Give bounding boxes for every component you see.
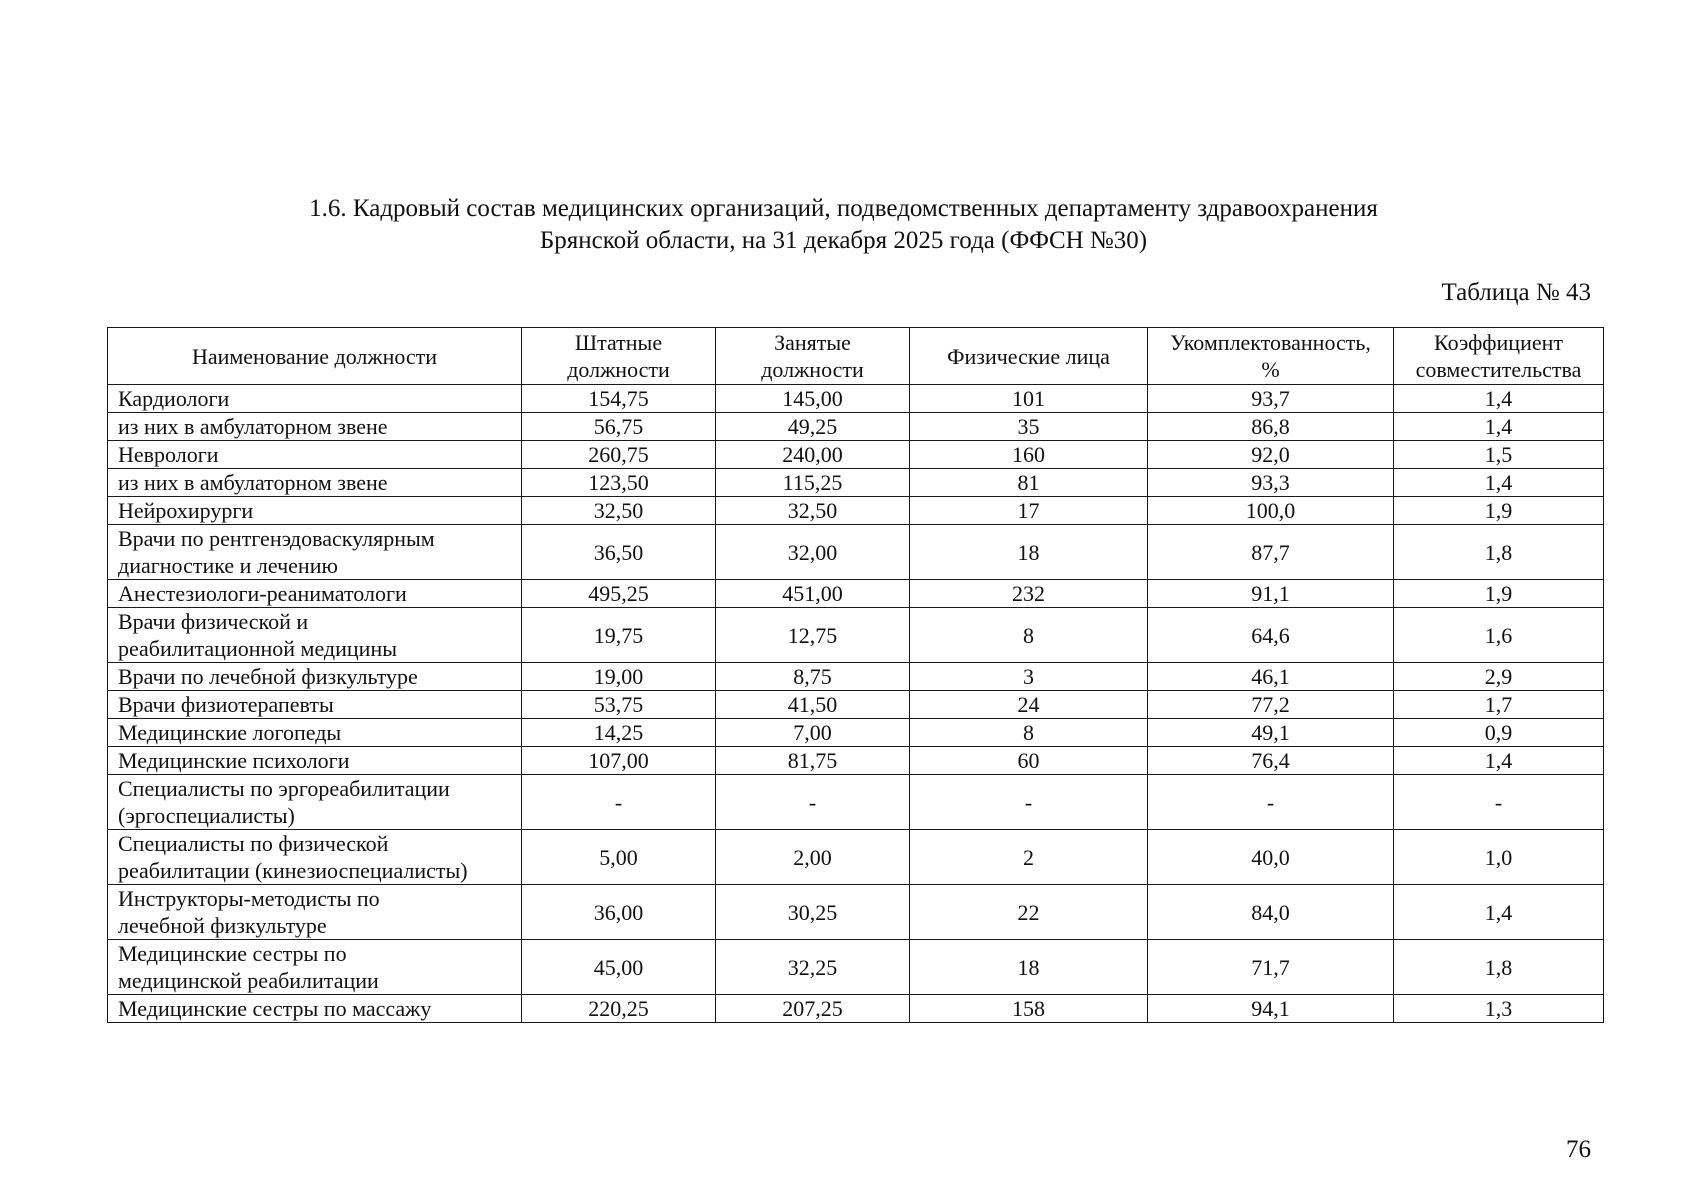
position-name-line2: реабилитации (кинезиоспециалисты) <box>118 858 468 883</box>
header-cell-line1: Физические лица <box>947 343 1110 369</box>
header-part-time-coefficient <box>1394 328 1604 385</box>
cell-physical-persons: 160 <box>910 441 1148 469</box>
cell-position-name <box>108 497 522 525</box>
cell-position-name <box>108 525 522 580</box>
position-name-line1: Медицинские психологи <box>118 748 350 773</box>
header-cell-line2: совместительства <box>1415 357 1582 382</box>
cell-part-time-coefficient: 1,9 <box>1394 580 1604 608</box>
cell-staffing-percent: 76,4 <box>1148 747 1394 775</box>
cell-part-time-coefficient: 1,7 <box>1394 691 1604 719</box>
cell-position-name <box>108 608 522 663</box>
cell-occupied-positions: 32,00 <box>716 525 910 580</box>
cell-position-name <box>108 580 522 608</box>
table-row <box>108 747 1604 775</box>
cell-physical-persons: - <box>910 775 1148 830</box>
position-name-line1: Медицинские сестры по <box>118 941 347 966</box>
cell-position-name <box>108 775 522 830</box>
header-cell-line1: Укомплектованность, <box>1170 330 1371 355</box>
cell-staffing-percent: 87,7 <box>1148 525 1394 580</box>
table-row <box>108 497 1604 525</box>
table-row <box>108 830 1604 885</box>
cell-physical-persons: 81 <box>910 469 1148 497</box>
position-name-line1: Специалисты по физической <box>118 831 389 856</box>
cell-position-name <box>108 441 522 469</box>
cell-position-name <box>108 830 522 885</box>
cell-staff-positions: 36,50 <box>522 525 716 580</box>
position-name-line1: Нейрохирурги <box>118 498 254 523</box>
position-name-line1: Врачи физической и <box>118 609 309 634</box>
table-header-row <box>108 328 1604 385</box>
cell-physical-persons: 101 <box>910 385 1148 413</box>
cell-part-time-coefficient: - <box>1394 775 1604 830</box>
cell-physical-persons: 18 <box>910 940 1148 995</box>
header-occupied-positions <box>716 328 910 385</box>
cell-part-time-coefficient: 1,8 <box>1394 940 1604 995</box>
position-name-line1: Врачи физиотерапевты <box>118 692 334 717</box>
cell-position-name <box>108 719 522 747</box>
cell-occupied-positions: 2,00 <box>716 830 910 885</box>
cell-staff-positions: 56,75 <box>522 413 716 441</box>
cell-staff-positions: 19,75 <box>522 608 716 663</box>
position-name-line1: Анестезиологи-реаниматологи <box>118 581 407 606</box>
cell-staff-positions: 123,50 <box>522 469 716 497</box>
table-row <box>108 385 1604 413</box>
cell-part-time-coefficient: 1,4 <box>1394 413 1604 441</box>
cell-physical-persons: 232 <box>910 580 1148 608</box>
cell-staff-positions: 19,00 <box>522 663 716 691</box>
header-staffing-percent <box>1148 328 1394 385</box>
cell-physical-persons: 8 <box>910 608 1148 663</box>
table-row <box>108 775 1604 830</box>
position-name-line1: Неврологи <box>118 442 219 467</box>
cell-staffing-percent: 84,0 <box>1148 885 1394 940</box>
cell-staff-positions: 53,75 <box>522 691 716 719</box>
cell-staffing-percent: 94,1 <box>1148 995 1394 1023</box>
table-row <box>108 691 1604 719</box>
document-title-line2: Брянской области, на 31 декабря 2025 года (ФФСН №30) <box>539 227 1148 254</box>
cell-staff-positions: 260,75 <box>522 441 716 469</box>
table-row <box>108 413 1604 441</box>
cell-position-name <box>108 385 522 413</box>
cell-part-time-coefficient: 1,3 <box>1394 995 1604 1023</box>
cell-staff-positions: 32,50 <box>522 497 716 525</box>
cell-part-time-coefficient: 2,9 <box>1394 663 1604 691</box>
header-cell-line2: % <box>1261 357 1280 382</box>
cell-part-time-coefficient: 1,4 <box>1394 747 1604 775</box>
table-row <box>108 663 1604 691</box>
cell-part-time-coefficient: 1,5 <box>1394 441 1604 469</box>
cell-occupied-positions: 7,00 <box>716 719 910 747</box>
cell-staffing-percent: 93,7 <box>1148 385 1394 413</box>
cell-staffing-percent: 77,2 <box>1148 691 1394 719</box>
table-row <box>108 995 1604 1023</box>
position-name-line2: (эргоспециалисты) <box>118 803 295 828</box>
cell-staff-positions: 220,25 <box>522 995 716 1023</box>
table-row <box>108 719 1604 747</box>
cell-part-time-coefficient: 1,6 <box>1394 608 1604 663</box>
cell-staff-positions: 5,00 <box>522 830 716 885</box>
cell-staff-positions: 495,25 <box>522 580 716 608</box>
header-cell-line1: Занятые <box>774 330 851 355</box>
header-position-name <box>108 328 522 385</box>
cell-position-name <box>108 469 522 497</box>
cell-occupied-positions: 49,25 <box>716 413 910 441</box>
cell-staff-positions: 154,75 <box>522 385 716 413</box>
cell-staffing-percent: 64,6 <box>1148 608 1394 663</box>
position-name-line1: из них в амбулаторном звене <box>118 414 388 439</box>
cell-staffing-percent: - <box>1148 775 1394 830</box>
header-staff-positions <box>522 328 716 385</box>
table-row <box>108 441 1604 469</box>
cell-staffing-percent: 49,1 <box>1148 719 1394 747</box>
position-name-line1: Специалисты по эргореабилитации <box>118 776 450 801</box>
table-body <box>108 385 1604 1023</box>
cell-physical-persons: 22 <box>910 885 1148 940</box>
table-number: Таблица № 43 <box>1441 279 1591 306</box>
cell-staffing-percent: 40,0 <box>1148 830 1394 885</box>
cell-occupied-positions: 41,50 <box>716 691 910 719</box>
position-name-line1: из них в амбулаторном звене <box>118 470 388 495</box>
cell-occupied-positions: 451,00 <box>716 580 910 608</box>
cell-occupied-positions: 115,25 <box>716 469 910 497</box>
position-name-line1: Врачи по рентгенэдоваскулярным <box>118 526 435 551</box>
position-name-line2: реабилитационной медицины <box>118 636 397 661</box>
cell-position-name <box>108 747 522 775</box>
header-cell-line2: должности <box>567 357 670 382</box>
cell-staff-positions: - <box>522 775 716 830</box>
cell-staffing-percent: 93,3 <box>1148 469 1394 497</box>
cell-staff-positions: 45,00 <box>522 940 716 995</box>
cell-position-name <box>108 995 522 1023</box>
cell-occupied-positions: 32,25 <box>716 940 910 995</box>
cell-physical-persons: 2 <box>910 830 1148 885</box>
table-row <box>108 940 1604 995</box>
cell-physical-persons: 18 <box>910 525 1148 580</box>
cell-position-name <box>108 663 522 691</box>
position-name-line1: Врачи по лечебной физкультуре <box>118 664 418 689</box>
document-title-line1: 1.6. Кадровый состав медицинских организаций, подведомственных департаменту здравоохранения <box>309 195 1378 222</box>
position-name-line2: медицинской реабилитации <box>118 968 379 993</box>
table-row <box>108 885 1604 940</box>
cell-staffing-percent: 46,1 <box>1148 663 1394 691</box>
cell-staff-positions: 14,25 <box>522 719 716 747</box>
cell-physical-persons: 17 <box>910 497 1148 525</box>
page-number: 76 <box>1566 1136 1591 1163</box>
cell-occupied-positions: 12,75 <box>716 608 910 663</box>
position-name-line1: Инструкторы-методисты по <box>118 886 380 911</box>
cell-part-time-coefficient: 0,9 <box>1394 719 1604 747</box>
cell-position-name <box>108 940 522 995</box>
position-name-line2: лечебной физкультуре <box>118 913 327 938</box>
cell-staffing-percent: 100,0 <box>1148 497 1394 525</box>
cell-physical-persons: 35 <box>910 413 1148 441</box>
table-row <box>108 580 1604 608</box>
table-row <box>108 525 1604 580</box>
cell-staffing-percent: 91,1 <box>1148 580 1394 608</box>
cell-position-name <box>108 691 522 719</box>
cell-physical-persons: 8 <box>910 719 1148 747</box>
cell-staff-positions: 107,00 <box>522 747 716 775</box>
cell-occupied-positions: - <box>716 775 910 830</box>
cell-occupied-positions: 8,75 <box>716 663 910 691</box>
header-physical-persons <box>910 328 1148 385</box>
header-cell-line2: должности <box>761 357 864 382</box>
cell-physical-persons: 3 <box>910 663 1148 691</box>
cell-position-name <box>108 413 522 441</box>
cell-occupied-positions: 32,50 <box>716 497 910 525</box>
header-cell-line1: Наименование должности <box>191 343 438 369</box>
cell-physical-persons: 24 <box>910 691 1148 719</box>
table-row <box>108 469 1604 497</box>
cell-staffing-percent: 71,7 <box>1148 940 1394 995</box>
cell-occupied-positions: 207,25 <box>716 995 910 1023</box>
cell-part-time-coefficient: 1,8 <box>1394 525 1604 580</box>
cell-part-time-coefficient: 1,4 <box>1394 885 1604 940</box>
document-title <box>0 193 1687 257</box>
staffing-table <box>107 327 1604 1023</box>
cell-staffing-percent: 92,0 <box>1148 441 1394 469</box>
cell-occupied-positions: 240,00 <box>716 441 910 469</box>
cell-staff-positions: 36,00 <box>522 885 716 940</box>
position-name-line1: Кардиологи <box>118 386 230 411</box>
table-row <box>108 608 1604 663</box>
cell-part-time-coefficient: 1,4 <box>1394 469 1604 497</box>
cell-occupied-positions: 81,75 <box>716 747 910 775</box>
cell-part-time-coefficient: 1,4 <box>1394 385 1604 413</box>
cell-physical-persons: 158 <box>910 995 1148 1023</box>
cell-staffing-percent: 86,8 <box>1148 413 1394 441</box>
header-cell-line1: Штатные <box>574 330 663 355</box>
position-name-line2: диагностике и лечению <box>118 553 338 578</box>
header-cell-line1: Коэффициент <box>1433 330 1563 355</box>
cell-occupied-positions: 30,25 <box>716 885 910 940</box>
position-name-line1: Медицинские сестры по массажу <box>118 996 432 1021</box>
cell-position-name <box>108 885 522 940</box>
cell-physical-persons: 60 <box>910 747 1148 775</box>
position-name-line1: Медицинские логопеды <box>118 720 342 745</box>
cell-occupied-positions: 145,00 <box>716 385 910 413</box>
cell-part-time-coefficient: 1,9 <box>1394 497 1604 525</box>
cell-part-time-coefficient: 1,0 <box>1394 830 1604 885</box>
